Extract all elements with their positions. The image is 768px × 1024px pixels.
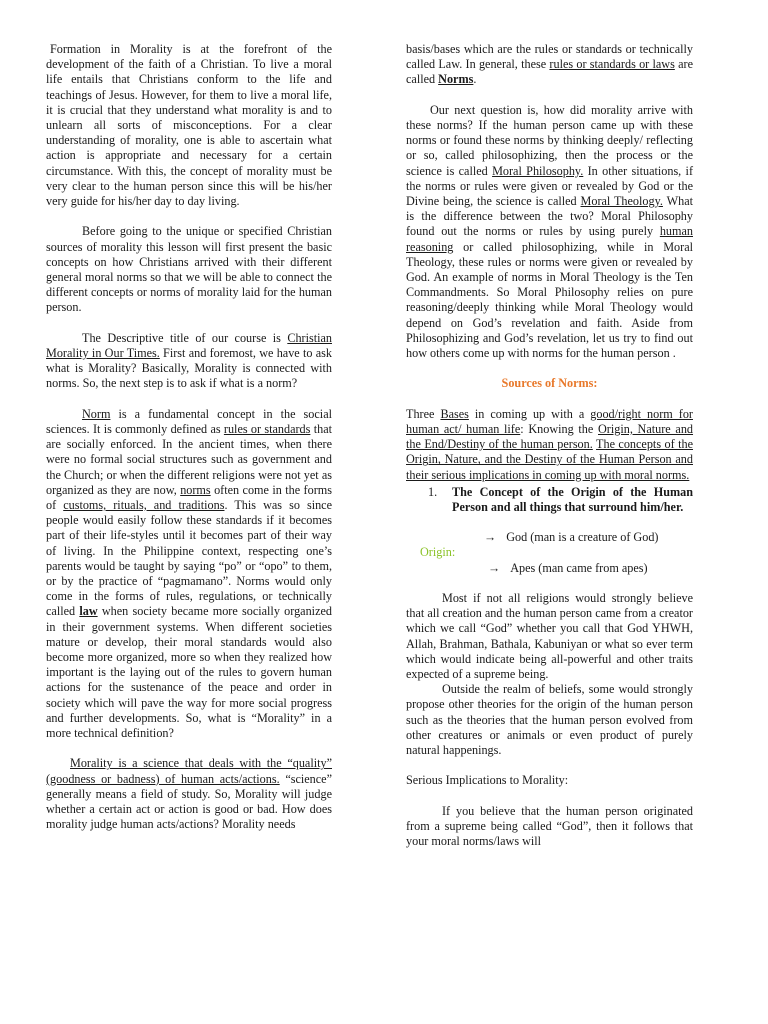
origin-label: Origin: bbox=[420, 545, 456, 560]
term-rules-standards: rules or standards bbox=[223, 422, 311, 437]
text: are called bbox=[406, 57, 693, 87]
term-customs: customs, rituals, and traditions bbox=[63, 498, 225, 513]
term-norm: Norm bbox=[82, 406, 111, 421]
term-norms-bold bbox=[438, 72, 473, 86]
text: . This was so since people would easily follow these standards if it becomes part of their life-styles until it becomes part of their way of living. In the Philippine context, respecting one’s parents would be taught by saying “po” or “opo” to them, or by the practice of “pagmamano”. Norms would only come in the forms of rules, regulations, or technically called bbox=[46, 498, 332, 619]
text: “science” generally means a field of study. So, Morality will judge whether a certain act or action is good or bad. How does morality judge human acts/actions? Morality needs bbox=[46, 771, 332, 832]
arrow-right-icon: → bbox=[488, 560, 501, 575]
term-bases: Bases bbox=[440, 406, 469, 421]
text: in coming up with a bbox=[468, 406, 591, 421]
text: or called philosophizing, while in Moral Theology, these rules or norms were given or revealed by God. An example of norms in Moral Theology is the Ten Commandments. So Moral Philosophy relies on pure reasoning/deeply thinking while Moral Theology would depend on God’s revelation and faith. Aside from Philosophizing and God’s revelation, let us try to find out how others come up with norms for the human person . bbox=[406, 239, 693, 361]
term-good-norm: good/right norm for human act/ human life bbox=[406, 406, 693, 437]
paragraph-basis bbox=[406, 42, 693, 88]
list-item-text: The Concept of the Origin of the Human Person and all things that surround him/her. bbox=[452, 484, 693, 515]
term-human-reasoning: human reasoning bbox=[406, 224, 693, 254]
paragraph-serious-implications: Serious Implications to Morality: bbox=[406, 773, 569, 788]
paragraph-descriptive-title bbox=[46, 331, 332, 392]
term-origin-nature-end: Origin, Nature and the End/Destiny of the human person. bbox=[406, 422, 694, 452]
paragraph-norm bbox=[46, 407, 332, 741]
apes-text: Apes (man came from apes) bbox=[510, 560, 648, 575]
text: is a fundamental concept in the social sciences. It is commonly defined as bbox=[46, 406, 332, 437]
term-moral-philosophy: Moral Philosophy. bbox=[492, 163, 584, 178]
norms-bold: Norms bbox=[438, 72, 474, 87]
text: often come in the forms of bbox=[46, 482, 332, 513]
paragraph-religions: Most if not all religions would strongly believe that all creation and the human person came from a creator which we call “God” whether you call that God YHWH, Allah, Brahman, Bathala, Kabuniyan or what so ever term which would indicate being all-powerful and other traits expected of a supreme being. bbox=[406, 591, 693, 682]
text: when society became more socially organized in their government systems. When different societies mature or develop, their moral standards would also become more organized, more so when they realized how important is the laying out of the rules to govern human actions for the sustenance of the peace and order in society which will pave the way for more social progress and further developments. So, what is “Morality” in a more technical definition? bbox=[46, 604, 332, 741]
list-item bbox=[406, 485, 693, 515]
arrow-right-icon: → bbox=[484, 530, 497, 545]
morality-definition: Morality is a science that deals with the “quality” (goodness or badness) of human acts/actions. bbox=[46, 756, 332, 786]
course-title: Christian Morality in Our Times. bbox=[46, 330, 332, 361]
paragraph-morality-definition bbox=[46, 756, 332, 832]
text: . bbox=[473, 72, 477, 87]
paragraph-outside-beliefs: Outside the realm of beliefs, some would strongly propose other theories for the origin of the human person such as the theories that the human person evolved from other creatures or animals or even product of purely natural happenings. bbox=[406, 682, 693, 758]
text: What is the difference between the two? Moral Philosophy found out the norms or rules by using purely bbox=[406, 194, 693, 239]
list-number: 1. bbox=[428, 484, 438, 499]
text: In other situations, if the norms or rules were given or revealed by God or the Divine being, the science is called bbox=[406, 163, 693, 209]
term-law bbox=[79, 604, 97, 618]
law-bold: law bbox=[79, 604, 98, 619]
text: First and foremost, we have to ask what is Morality? Basically, Morality is connected with norms. So, the next step is to ask if what is a norm? bbox=[46, 346, 332, 391]
paragraph-next-question bbox=[406, 103, 693, 361]
text: Our next question is, how did morality arrive with these norms? If the human person came up with these norms or found these norms by thinking deeply/ reflecting or so, called philosophizing, then the process or the science is called bbox=[406, 102, 693, 178]
text: basis/bases which are the rules or standards or technically called Law. In general, these bbox=[406, 42, 693, 72]
left-column bbox=[46, 42, 332, 833]
text: The Descriptive title of our course is bbox=[82, 330, 288, 345]
text: Three bbox=[406, 406, 441, 421]
section-heading: Sources of Norms: bbox=[501, 376, 598, 391]
god-text: God (man is a creature of God) bbox=[506, 530, 659, 545]
paragraph-if-you-believe: If you believe that the human person originated from a supreme being called “God”, then it follows that your moral norms/laws will bbox=[406, 803, 693, 849]
god-line bbox=[406, 530, 693, 545]
text: : Knowing the bbox=[520, 422, 598, 437]
paragraph-three-bases bbox=[406, 407, 693, 483]
term-concepts: The concepts of the Origin, Nature, and the Destiny of the Human Person and their serious implications in coming up with moral norms. bbox=[406, 437, 693, 482]
term-moral-theology: Moral Theology. bbox=[580, 194, 663, 209]
paragraph-formation: Formation in Morality is at the forefront of the development of the faith of a Christian. To live a moral life entails that Christians conform to the life and teachings of Jesus. However, for them to live a moral life, it is crucial that they understand what morality is and to unlearn all sorts of misconceptions. For a clear understanding of morality, one is able to ascertain what action is appropriate and necessary for a certain circumstance. With this, the concept of morality must be very clear to the human person since this will be his/her very guide for his/her day to day living. bbox=[46, 42, 332, 209]
text: that are socially enforced. In the ancient times, when there were no formal social structures such as government and the Church; or when the different religions were not yet as organized as they are now, bbox=[46, 422, 332, 497]
term-norms: norms bbox=[180, 482, 211, 497]
paragraph-before-going: Before going to the unique or specified Christian sources of morality this lesson will first present the basic concepts on how Christians arrived with their different general moral norms so that we will be able to connect the different concepts or norms of morality laid for the human person. bbox=[46, 224, 332, 315]
apes-line bbox=[406, 561, 693, 576]
right-column bbox=[406, 42, 693, 849]
term-rules-laws: rules or standards or laws bbox=[549, 57, 675, 72]
